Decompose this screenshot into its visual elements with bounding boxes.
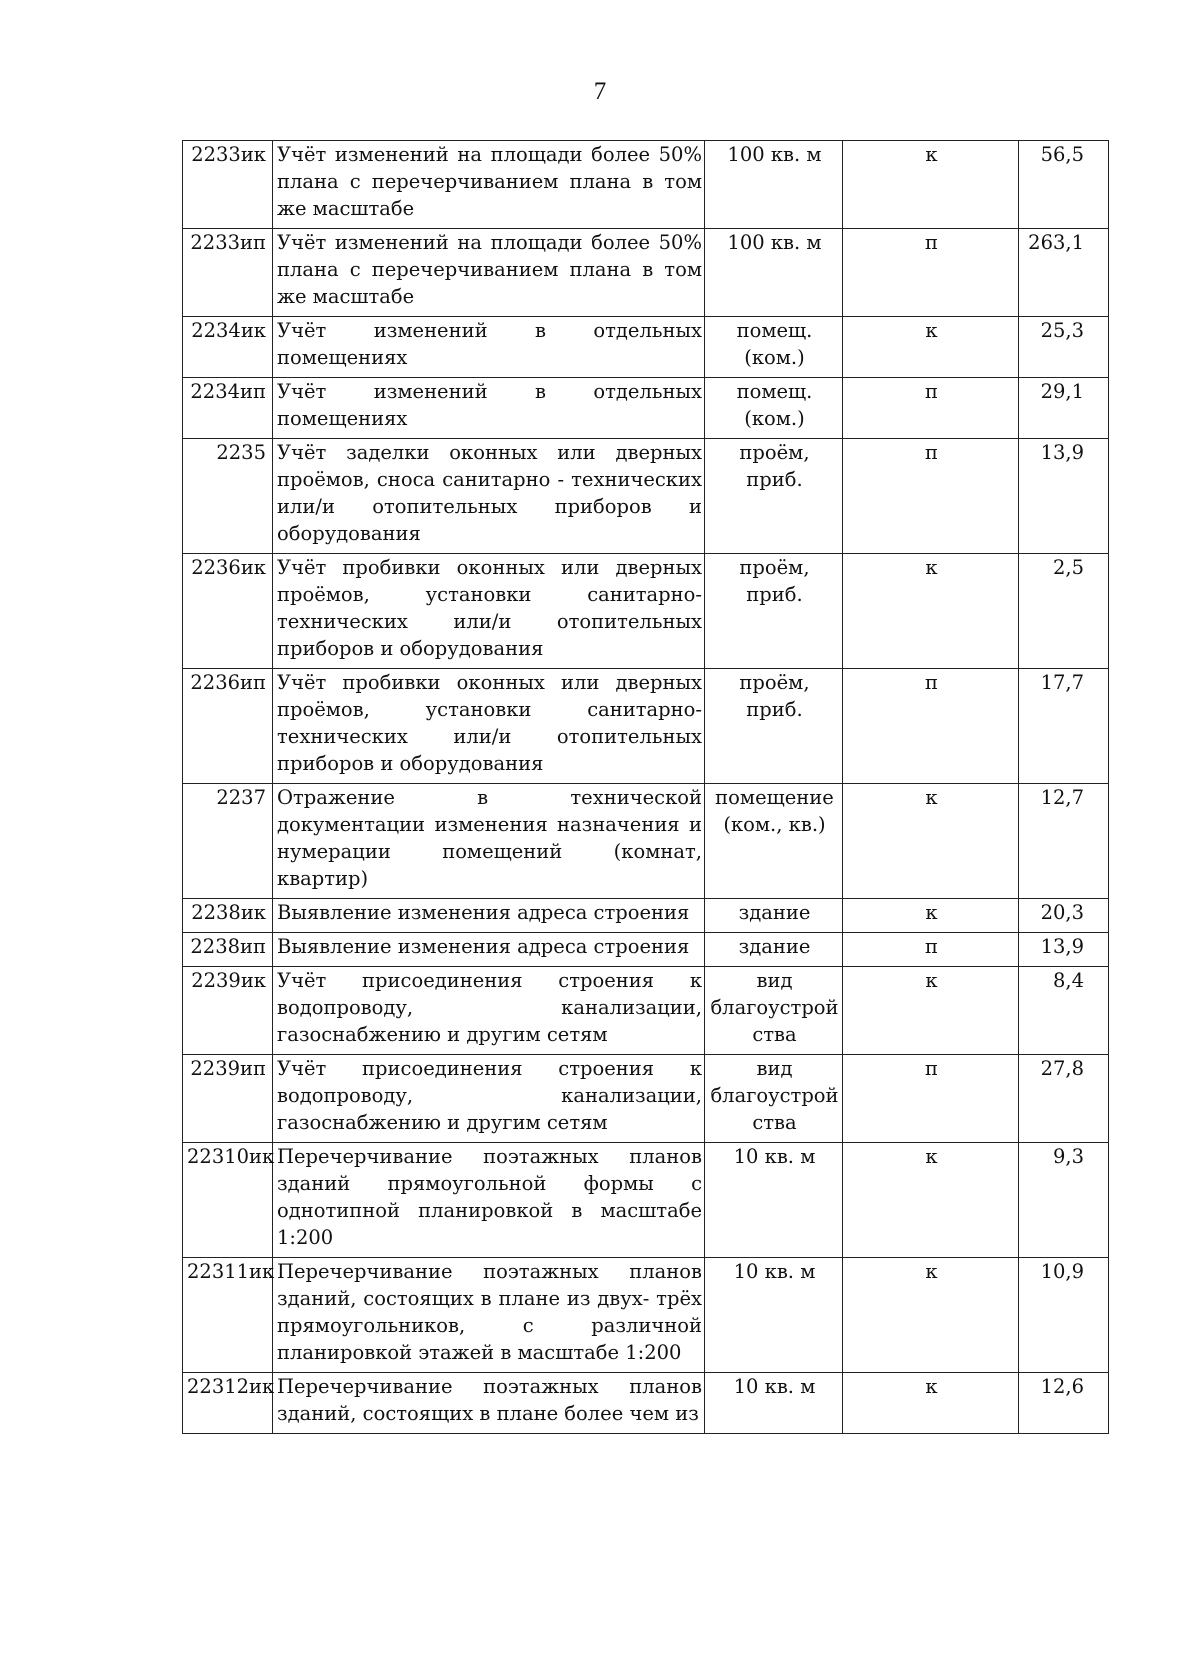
row-unit: здание xyxy=(705,933,843,967)
row-description: Учёт изменений на площади более 50% плана с перечерчиванием плана в том же масштабе xyxy=(273,141,705,229)
row-unit: вид благоустрой ства xyxy=(705,1055,843,1143)
tariff-table xyxy=(182,140,1109,1434)
row-code: 2236ик xyxy=(183,554,273,669)
table-row xyxy=(183,229,1109,317)
row-unit: здание xyxy=(705,899,843,933)
table-row xyxy=(183,1143,1109,1258)
row-value: 8,4 xyxy=(1019,967,1109,1055)
table-row xyxy=(183,967,1109,1055)
row-code: 2234ип xyxy=(183,378,273,439)
row-code: 22310ик xyxy=(183,1143,273,1258)
row-description: Выявление изменения адреса строения xyxy=(273,933,705,967)
row-unit: вид благоустрой ства xyxy=(705,967,843,1055)
row-unit: проём, приб. xyxy=(705,669,843,784)
row-value: 27,8 xyxy=(1019,1055,1109,1143)
row-description: Учёт изменений на площади более 50% плана с перечерчиванием плана в том же масштабе xyxy=(273,229,705,317)
row-code: 2236ип xyxy=(183,669,273,784)
row-description: Учёт присоединения строения к водопроводу, канализации, газоснабжению и другим сетям xyxy=(273,1055,705,1143)
row-code: 22311ик xyxy=(183,1258,273,1373)
row-description: Перечерчивание поэтажных планов зданий, состоящих в плане более чем из xyxy=(273,1373,705,1434)
row-unit: 10 кв. м xyxy=(705,1373,843,1434)
table-row xyxy=(183,899,1109,933)
tariff-table-container xyxy=(182,140,1114,1553)
table-row xyxy=(183,554,1109,669)
row-category: к xyxy=(843,141,1019,229)
row-unit: 100 кв. м xyxy=(705,229,843,317)
row-category: к xyxy=(843,554,1019,669)
row-description: Учёт изменений в отдельных помещениях xyxy=(273,317,705,378)
row-value: 20,3 xyxy=(1019,899,1109,933)
row-value: 263,1 xyxy=(1019,229,1109,317)
row-category: к xyxy=(843,1258,1019,1373)
row-value: 2,5 xyxy=(1019,554,1109,669)
row-description: Выявление изменения адреса строения xyxy=(273,899,705,933)
table-row xyxy=(183,1258,1109,1373)
row-category: к xyxy=(843,784,1019,899)
row-category: к xyxy=(843,317,1019,378)
row-category: к xyxy=(843,1373,1019,1434)
table-row xyxy=(183,669,1109,784)
row-description: Перечерчивание поэтажных планов зданий, состоящих в плане из двух- трёх прямоугольников, с различной планировкой этажей в масштабе 1:200 xyxy=(273,1258,705,1373)
row-category: п xyxy=(843,1055,1019,1143)
row-description: Учёт заделки оконных или дверных проёмов, сноса санитарно - технических или/и отопительных приборов и оборудования xyxy=(273,439,705,554)
row-code: 2235 xyxy=(183,439,273,554)
row-code: 22312ик xyxy=(183,1373,273,1434)
row-unit: 100 кв. м xyxy=(705,141,843,229)
row-code: 2233ик xyxy=(183,141,273,229)
table-row xyxy=(183,1055,1109,1143)
row-unit: помещ. (ком.) xyxy=(705,317,843,378)
row-code: 2237 xyxy=(183,784,273,899)
row-category: к xyxy=(843,967,1019,1055)
row-unit: 10 кв. м xyxy=(705,1258,843,1373)
table-row xyxy=(183,933,1109,967)
row-category: к xyxy=(843,1143,1019,1258)
row-description: Отражение в технической документации изменения назначения и нумерации помещений (комнат, квартир) xyxy=(273,784,705,899)
row-unit: проём, приб. xyxy=(705,439,843,554)
row-category: п xyxy=(843,378,1019,439)
page-number: 7 xyxy=(593,78,607,105)
row-category: к xyxy=(843,899,1019,933)
row-unit: проём, приб. xyxy=(705,554,843,669)
row-category: п xyxy=(843,229,1019,317)
row-code: 2238ик xyxy=(183,899,273,933)
row-value: 56,5 xyxy=(1019,141,1109,229)
table-row xyxy=(183,439,1109,554)
row-code: 2239ик xyxy=(183,967,273,1055)
row-value: 17,7 xyxy=(1019,669,1109,784)
row-category: п xyxy=(843,439,1019,554)
row-description: Учёт пробивки оконных или дверных проёмов, установки санитарно-технических или/и отопительных приборов и оборудования xyxy=(273,554,705,669)
row-description: Учёт присоединения строения к водопроводу, канализации, газоснабжению и другим сетям xyxy=(273,967,705,1055)
row-value: 9,3 xyxy=(1019,1143,1109,1258)
table-row xyxy=(183,317,1109,378)
row-unit: помещение (ком., кв.) xyxy=(705,784,843,899)
row-description: Перечерчивание поэтажных планов зданий прямоугольной формы с однотипной планировкой в масштабе 1:200 xyxy=(273,1143,705,1258)
table-row xyxy=(183,1373,1109,1434)
row-code: 2239ип xyxy=(183,1055,273,1143)
row-value: 12,6 xyxy=(1019,1373,1109,1434)
row-value: 13,9 xyxy=(1019,439,1109,554)
table-row xyxy=(183,784,1109,899)
row-value: 10,9 xyxy=(1019,1258,1109,1373)
table-row xyxy=(183,378,1109,439)
row-category: п xyxy=(843,933,1019,967)
row-value: 13,9 xyxy=(1019,933,1109,967)
row-unit: помещ. (ком.) xyxy=(705,378,843,439)
row-description: Учёт пробивки оконных или дверных проёмов, установки санитарно-технических или/и отопительных приборов и оборудования xyxy=(273,669,705,784)
row-code: 2233ип xyxy=(183,229,273,317)
row-code: 2238ип xyxy=(183,933,273,967)
row-description: Учёт изменений в отдельных помещениях xyxy=(273,378,705,439)
row-category: п xyxy=(843,669,1019,784)
row-unit: 10 кв. м xyxy=(705,1143,843,1258)
row-code: 2234ик xyxy=(183,317,273,378)
row-value: 12,7 xyxy=(1019,784,1109,899)
table-row xyxy=(183,141,1109,229)
row-value: 29,1 xyxy=(1019,378,1109,439)
row-value: 25,3 xyxy=(1019,317,1109,378)
